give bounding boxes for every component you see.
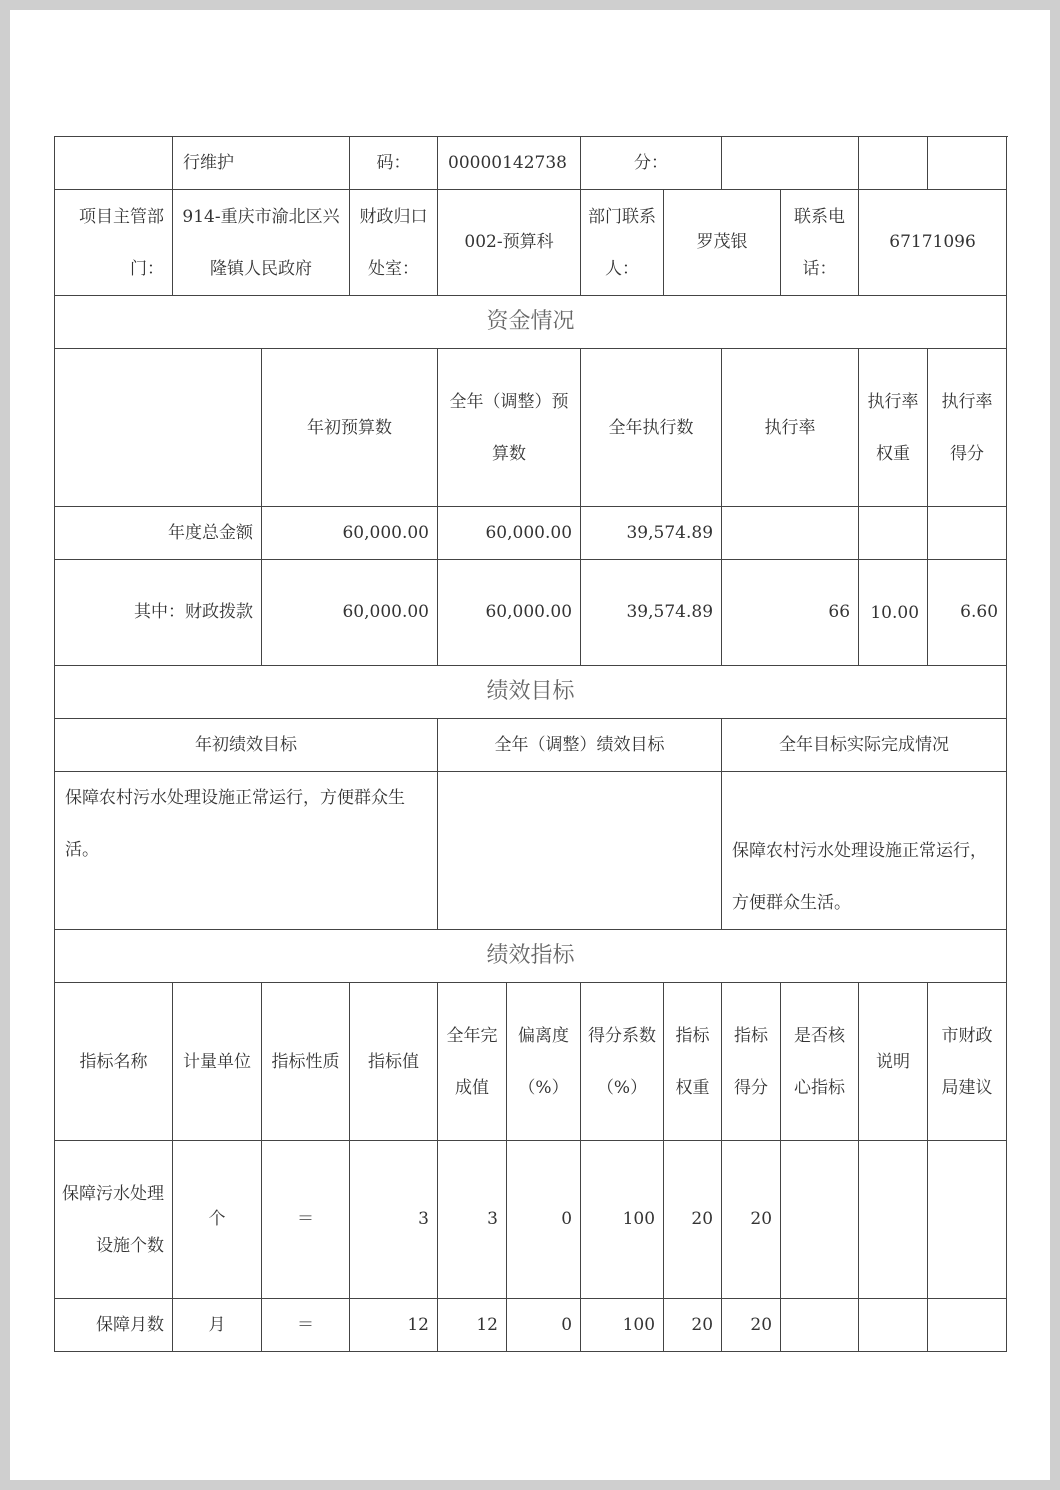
ind-unit: 个 [173, 1141, 262, 1299]
contact-value: 罗茂银 [664, 190, 781, 296]
funds-header-rate: 执行率 [722, 349, 859, 507]
ind-name: 保障月数 [55, 1299, 173, 1352]
ind-note [859, 1141, 928, 1299]
empty-cell [928, 137, 1007, 190]
dept-label: 项目主管部门： [55, 190, 173, 296]
funds-header-initial: 年初预算数 [262, 349, 438, 507]
ind-header-coefficient: 得分系数（%） [581, 983, 664, 1141]
funds-row-label: 其中：财政拨款 [55, 560, 262, 666]
funds-row-total [55, 507, 1007, 560]
funds-score-value [928, 507, 1007, 560]
funds-rate-value [722, 507, 859, 560]
ind-deviation: 0 [507, 1141, 581, 1299]
contact-label: 部门联系人： [581, 190, 664, 296]
funds-section-title: 资金情况 [55, 296, 1007, 349]
indicator-row [55, 1299, 1007, 1352]
funds-score-value: 6.60 [928, 560, 1007, 666]
indicators-section-title: 绩效指标 [55, 930, 1007, 983]
code-value: 00000142738 [438, 137, 581, 190]
ind-header-target: 指标值 [350, 983, 438, 1141]
document-page [10, 10, 1050, 1480]
goals-content-row [55, 772, 1007, 930]
funds-row-label: 年度总金额 [55, 507, 262, 560]
empty-cell [55, 137, 173, 190]
funds-header-weight: 执行率权重 [859, 349, 928, 507]
ind-header-weight: 指标权重 [664, 983, 722, 1141]
funds-weight-value: 10.00 [859, 560, 928, 666]
ind-weight: 20 [664, 1141, 722, 1299]
ind-header-core: 是否核心指标 [781, 983, 859, 1141]
ind-header-completed: 全年完成值 [438, 983, 507, 1141]
empty-cell [55, 349, 262, 507]
ind-suggestion [928, 1299, 1007, 1352]
funds-section-row [55, 296, 1007, 349]
goals-header-adjusted: 全年（调整）绩效目标 [438, 719, 722, 772]
goals-header-initial: 年初绩效目标 [55, 719, 438, 772]
ind-suggestion [928, 1141, 1007, 1299]
finance-office-label: 财政归口处室： [350, 190, 438, 296]
funds-executed-value: 39,574.89 [581, 560, 722, 666]
funds-rate-value: 66 [722, 560, 859, 666]
phone-label: 联系电话： [781, 190, 859, 296]
goals-adjusted-text [438, 772, 722, 930]
ind-deviation: 0 [507, 1299, 581, 1352]
funds-initial-value: 60,000.00 [262, 560, 438, 666]
ind-header-suggestion: 市财政局建议 [928, 983, 1007, 1141]
ind-core [781, 1141, 859, 1299]
empty-cell [859, 137, 928, 190]
header-row-1 [55, 137, 1007, 190]
finance-office-value: 002-预算科 [438, 190, 581, 296]
ind-completed: 12 [438, 1299, 507, 1352]
ind-unit: 月 [173, 1299, 262, 1352]
ind-header-name: 指标名称 [55, 983, 173, 1141]
funds-header-row [55, 349, 1007, 507]
goals-actual-text: 保障农村污水处理设施正常运行，方便群众生活。 [722, 772, 1007, 930]
ind-header-note: 说明 [859, 983, 928, 1141]
ind-target: 12 [350, 1299, 438, 1352]
header-row-2 [55, 190, 1007, 296]
goals-header-actual: 全年目标实际完成情况 [722, 719, 1007, 772]
funds-initial-value: 60,000.00 [262, 507, 438, 560]
ind-coefficient: 100 [581, 1299, 664, 1352]
ind-header-unit: 计量单位 [173, 983, 262, 1141]
ind-name: 保障污水处理设施个数 [55, 1141, 173, 1299]
indicators-section-row [55, 930, 1007, 983]
funds-weight-value [859, 507, 928, 560]
goals-section-title: 绩效目标 [55, 666, 1007, 719]
score-label: 分： [581, 137, 722, 190]
ind-score: 20 [722, 1141, 781, 1299]
funds-adjusted-value: 60,000.00 [438, 507, 581, 560]
ind-header-nature: 指标性质 [262, 983, 350, 1141]
code-label: 码： [350, 137, 438, 190]
indicator-row [55, 1141, 1007, 1299]
ind-target: 3 [350, 1141, 438, 1299]
ind-score: 20 [722, 1299, 781, 1352]
project-name-fragment: 行维护 [173, 137, 350, 190]
indicators-header-row [55, 983, 1007, 1141]
funds-adjusted-value: 60,000.00 [438, 560, 581, 666]
funds-header-score: 执行率得分 [928, 349, 1007, 507]
goals-initial-text: 保障农村污水处理设施正常运行，方便群众生活。 [55, 772, 438, 930]
ind-coefficient: 100 [581, 1141, 664, 1299]
ind-header-score: 指标得分 [722, 983, 781, 1141]
dept-value: 914-重庆市渝北区兴隆镇人民政府 [173, 190, 350, 296]
funds-header-executed: 全年执行数 [581, 349, 722, 507]
funds-header-adjusted: 全年（调整）预算数 [438, 349, 581, 507]
score-value [722, 137, 859, 190]
funds-row-fiscal [55, 560, 1007, 666]
funds-executed-value: 39,574.89 [581, 507, 722, 560]
ind-nature: ＝ [262, 1141, 350, 1299]
ind-note [859, 1299, 928, 1352]
ind-nature: ＝ [262, 1299, 350, 1352]
phone-value: 67171096 [859, 190, 1007, 296]
ind-header-deviation: 偏离度（%） [507, 983, 581, 1141]
ind-core [781, 1299, 859, 1352]
ind-weight: 20 [664, 1299, 722, 1352]
goals-header-row [55, 719, 1007, 772]
goals-section-row [55, 666, 1007, 719]
performance-table [54, 136, 1007, 1352]
ind-completed: 3 [438, 1141, 507, 1299]
